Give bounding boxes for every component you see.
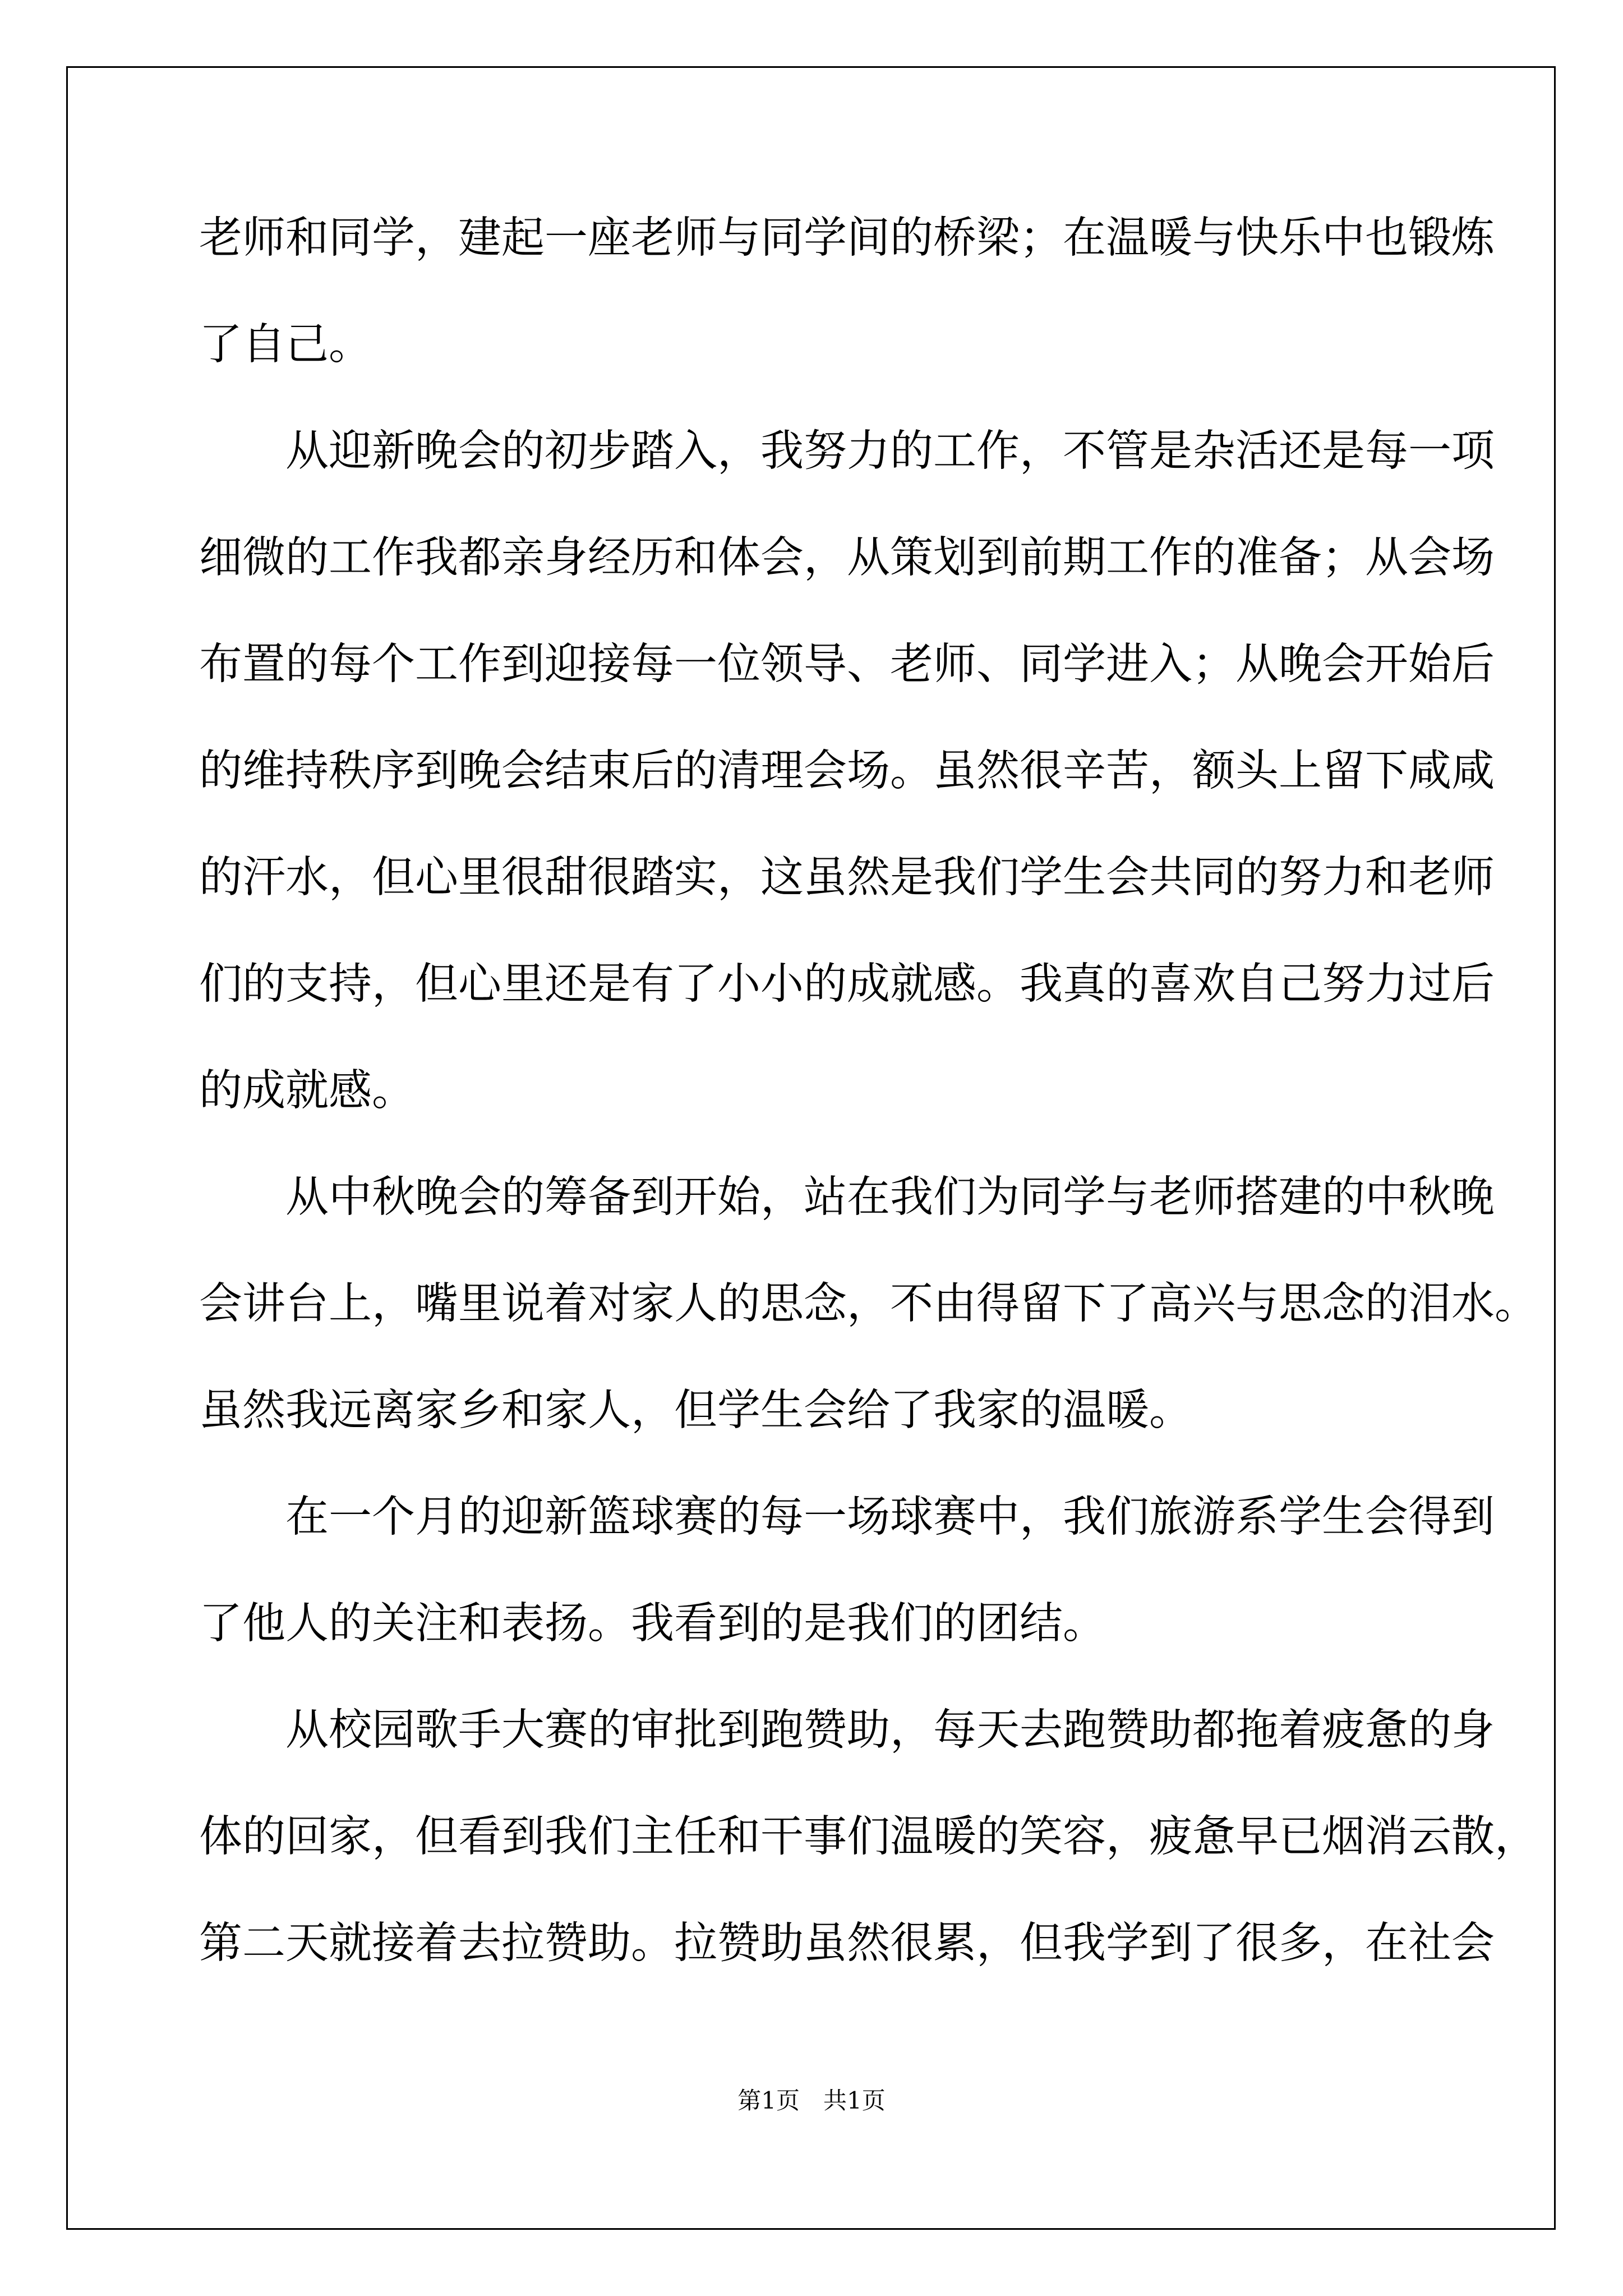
text-line: 在一个月的迎新篮球赛的每一场球赛中，我们旅游系学生会得到 — [199, 1492, 1495, 1542]
text-line: 们的支持，但心里还是有了小小的成就感。我真的喜欢自己努力过后 — [199, 959, 1495, 1009]
text-line: 布置的每个工作到迎接每一位领导、老师、同学进入；从晚会开始后 — [199, 639, 1495, 689]
text-line: 的成就感。 — [199, 1066, 415, 1116]
text-line: 从中秋晚会的筹备到开始，站在我们为同学与老师搭建的中秋晚 — [199, 1172, 1495, 1222]
text-line: 了自己。 — [199, 320, 372, 370]
text-line: 会讲台上，嘴里说着对家人的思念，不由得留下了高兴与思念的泪水。 — [199, 1279, 1538, 1329]
text-line: 了他人的关注和表扬。我看到的是我们的团结。 — [199, 1599, 1106, 1649]
text-line: 的汗水，但心里很甜很踏实，这虽然是我们学生会共同的努力和老师 — [199, 853, 1495, 903]
page-number-footer: 第1页 共1页 — [737, 2087, 886, 2114]
text-line: 的维持秩序到晚会结束后的清理会场。虽然很辛苦，额头上留下咸咸 — [199, 746, 1495, 796]
text-line: 老师和同学，建起一座老师与同学间的桥梁；在温暖与快乐中也锻炼 — [199, 213, 1495, 263]
text-line: 第二天就接着去拉赞助。拉赞助虽然很累，但我学到了很多，在社会 — [199, 1918, 1495, 1968]
text-line: 从校园歌手大赛的审批到跑赞助，每天去跑赞助都拖着疲惫的身 — [199, 1705, 1495, 1755]
text-line: 虽然我远离家乡和家人，但学生会给了我家的温暖。 — [199, 1386, 1192, 1435]
page-border — [66, 66, 1556, 2230]
text-line: 从迎新晚会的初步踏入，我努力的工作，不管是杂活还是每一项 — [199, 426, 1495, 476]
text-line: 体的回家，但看到我们主任和干事们温暖的笑容，疲惫早已烟消云散， — [199, 1812, 1538, 1862]
text-line: 细微的工作我都亲身经历和体会，从策划到前期工作的准备；从会场 — [199, 533, 1495, 583]
